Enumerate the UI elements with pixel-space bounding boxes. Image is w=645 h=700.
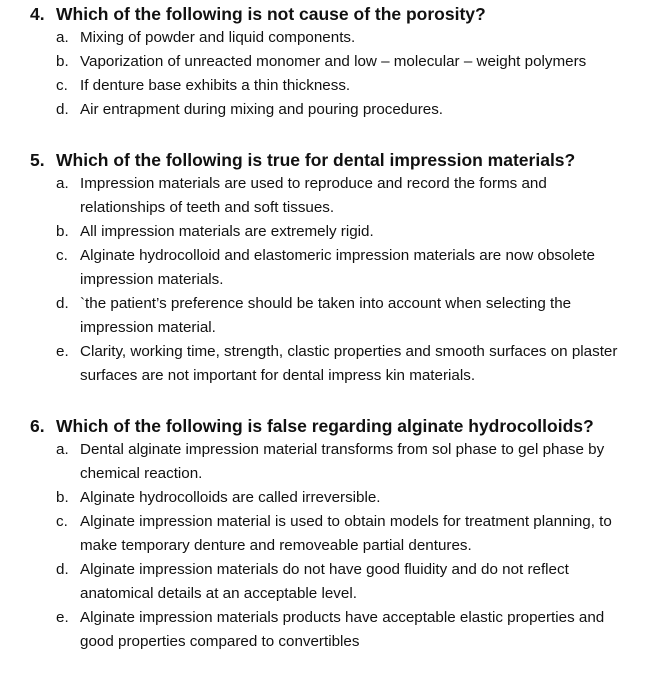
option-text: Vaporization of unreacted monomer and low – molecular – weight polymers: [80, 53, 587, 70]
option-text: Clarity, working time, strength, clastic properties and smooth surfaces on plaster surfaces are not important for dental impress kin materials.: [80, 343, 618, 384]
option-4d: [0, 98, 645, 122]
question-title: [0, 2, 645, 26]
option-text: Alginate impression material is used to obtain models for treatment planning, to make temporary denture and removeable partial dentures.: [80, 513, 612, 554]
option-6d: [0, 558, 645, 606]
option-text: Alginate hydrocolloids are called irreversible.: [80, 489, 381, 506]
option-letter: b.: [56, 223, 69, 240]
question-number: 4.: [30, 4, 45, 24]
option-6b: [0, 486, 645, 510]
question-text: Which of the following is not cause of the porosity?: [56, 4, 486, 24]
option-letter: d.: [56, 561, 69, 578]
option-text: Air entrapment during mixing and pouring procedures.: [80, 101, 444, 118]
option-letter: c.: [56, 513, 68, 530]
option-text: Dental alginate impression material transforms from sol phase to gel phase by chemical reaction.: [80, 441, 605, 482]
question-4: [0, 2, 645, 122]
option-6e: [0, 606, 645, 654]
option-4b: [0, 50, 645, 74]
option-text: All impression materials are extremely rigid.: [80, 223, 374, 240]
question-title: [0, 414, 645, 438]
option-text: Alginate impression materials do not have good fluidity and do not reflect anatomical details at an acceptable level.: [80, 561, 569, 602]
option-text: Alginate hydrocolloid and elastomeric impression materials are now obsolete impression materials.: [80, 247, 595, 288]
option-text: Impression materials are used to reproduce and record the forms and relationships of teeth and soft tissues.: [80, 175, 547, 216]
option-6c: [0, 510, 645, 558]
option-5d: [0, 292, 645, 340]
option-list: [0, 172, 645, 388]
option-letter: e.: [56, 609, 69, 626]
option-letter: a.: [56, 29, 69, 46]
option-letter: d.: [56, 295, 69, 312]
option-letter: b.: [56, 489, 69, 506]
option-5b: [0, 220, 645, 244]
question-6: [0, 414, 645, 654]
option-letter: c.: [56, 77, 68, 94]
option-list: [0, 438, 645, 654]
option-6a: [0, 438, 645, 486]
question-number: 5.: [30, 150, 45, 170]
option-text: Alginate impression materials products have acceptable elastic properties and good properties compared to convertibles: [80, 609, 605, 650]
question-number: 6.: [30, 416, 45, 436]
option-text: `the patient’s preference should be taken into account when selecting the impression material.: [80, 295, 572, 336]
option-letter: e.: [56, 343, 69, 360]
question-title: [0, 148, 645, 172]
question-text: Which of the following is true for dental impression materials?: [56, 150, 576, 170]
option-text: If denture base exhibits a thin thickness.: [80, 77, 351, 94]
question-5: [0, 148, 645, 388]
option-5c: [0, 244, 645, 292]
option-letter: b.: [56, 53, 69, 70]
option-letter: a.: [56, 175, 69, 192]
option-5e: [0, 340, 645, 388]
option-4c: [0, 74, 645, 98]
option-letter: c.: [56, 247, 68, 264]
option-text: Mixing of powder and liquid components.: [80, 29, 356, 46]
option-letter: a.: [56, 441, 69, 458]
question-text: Which of the following is false regarding alginate hydrocolloids?: [56, 416, 594, 436]
option-5a: [0, 172, 645, 220]
option-4a: [0, 26, 645, 50]
option-list: [0, 26, 645, 122]
option-letter: d.: [56, 101, 69, 118]
